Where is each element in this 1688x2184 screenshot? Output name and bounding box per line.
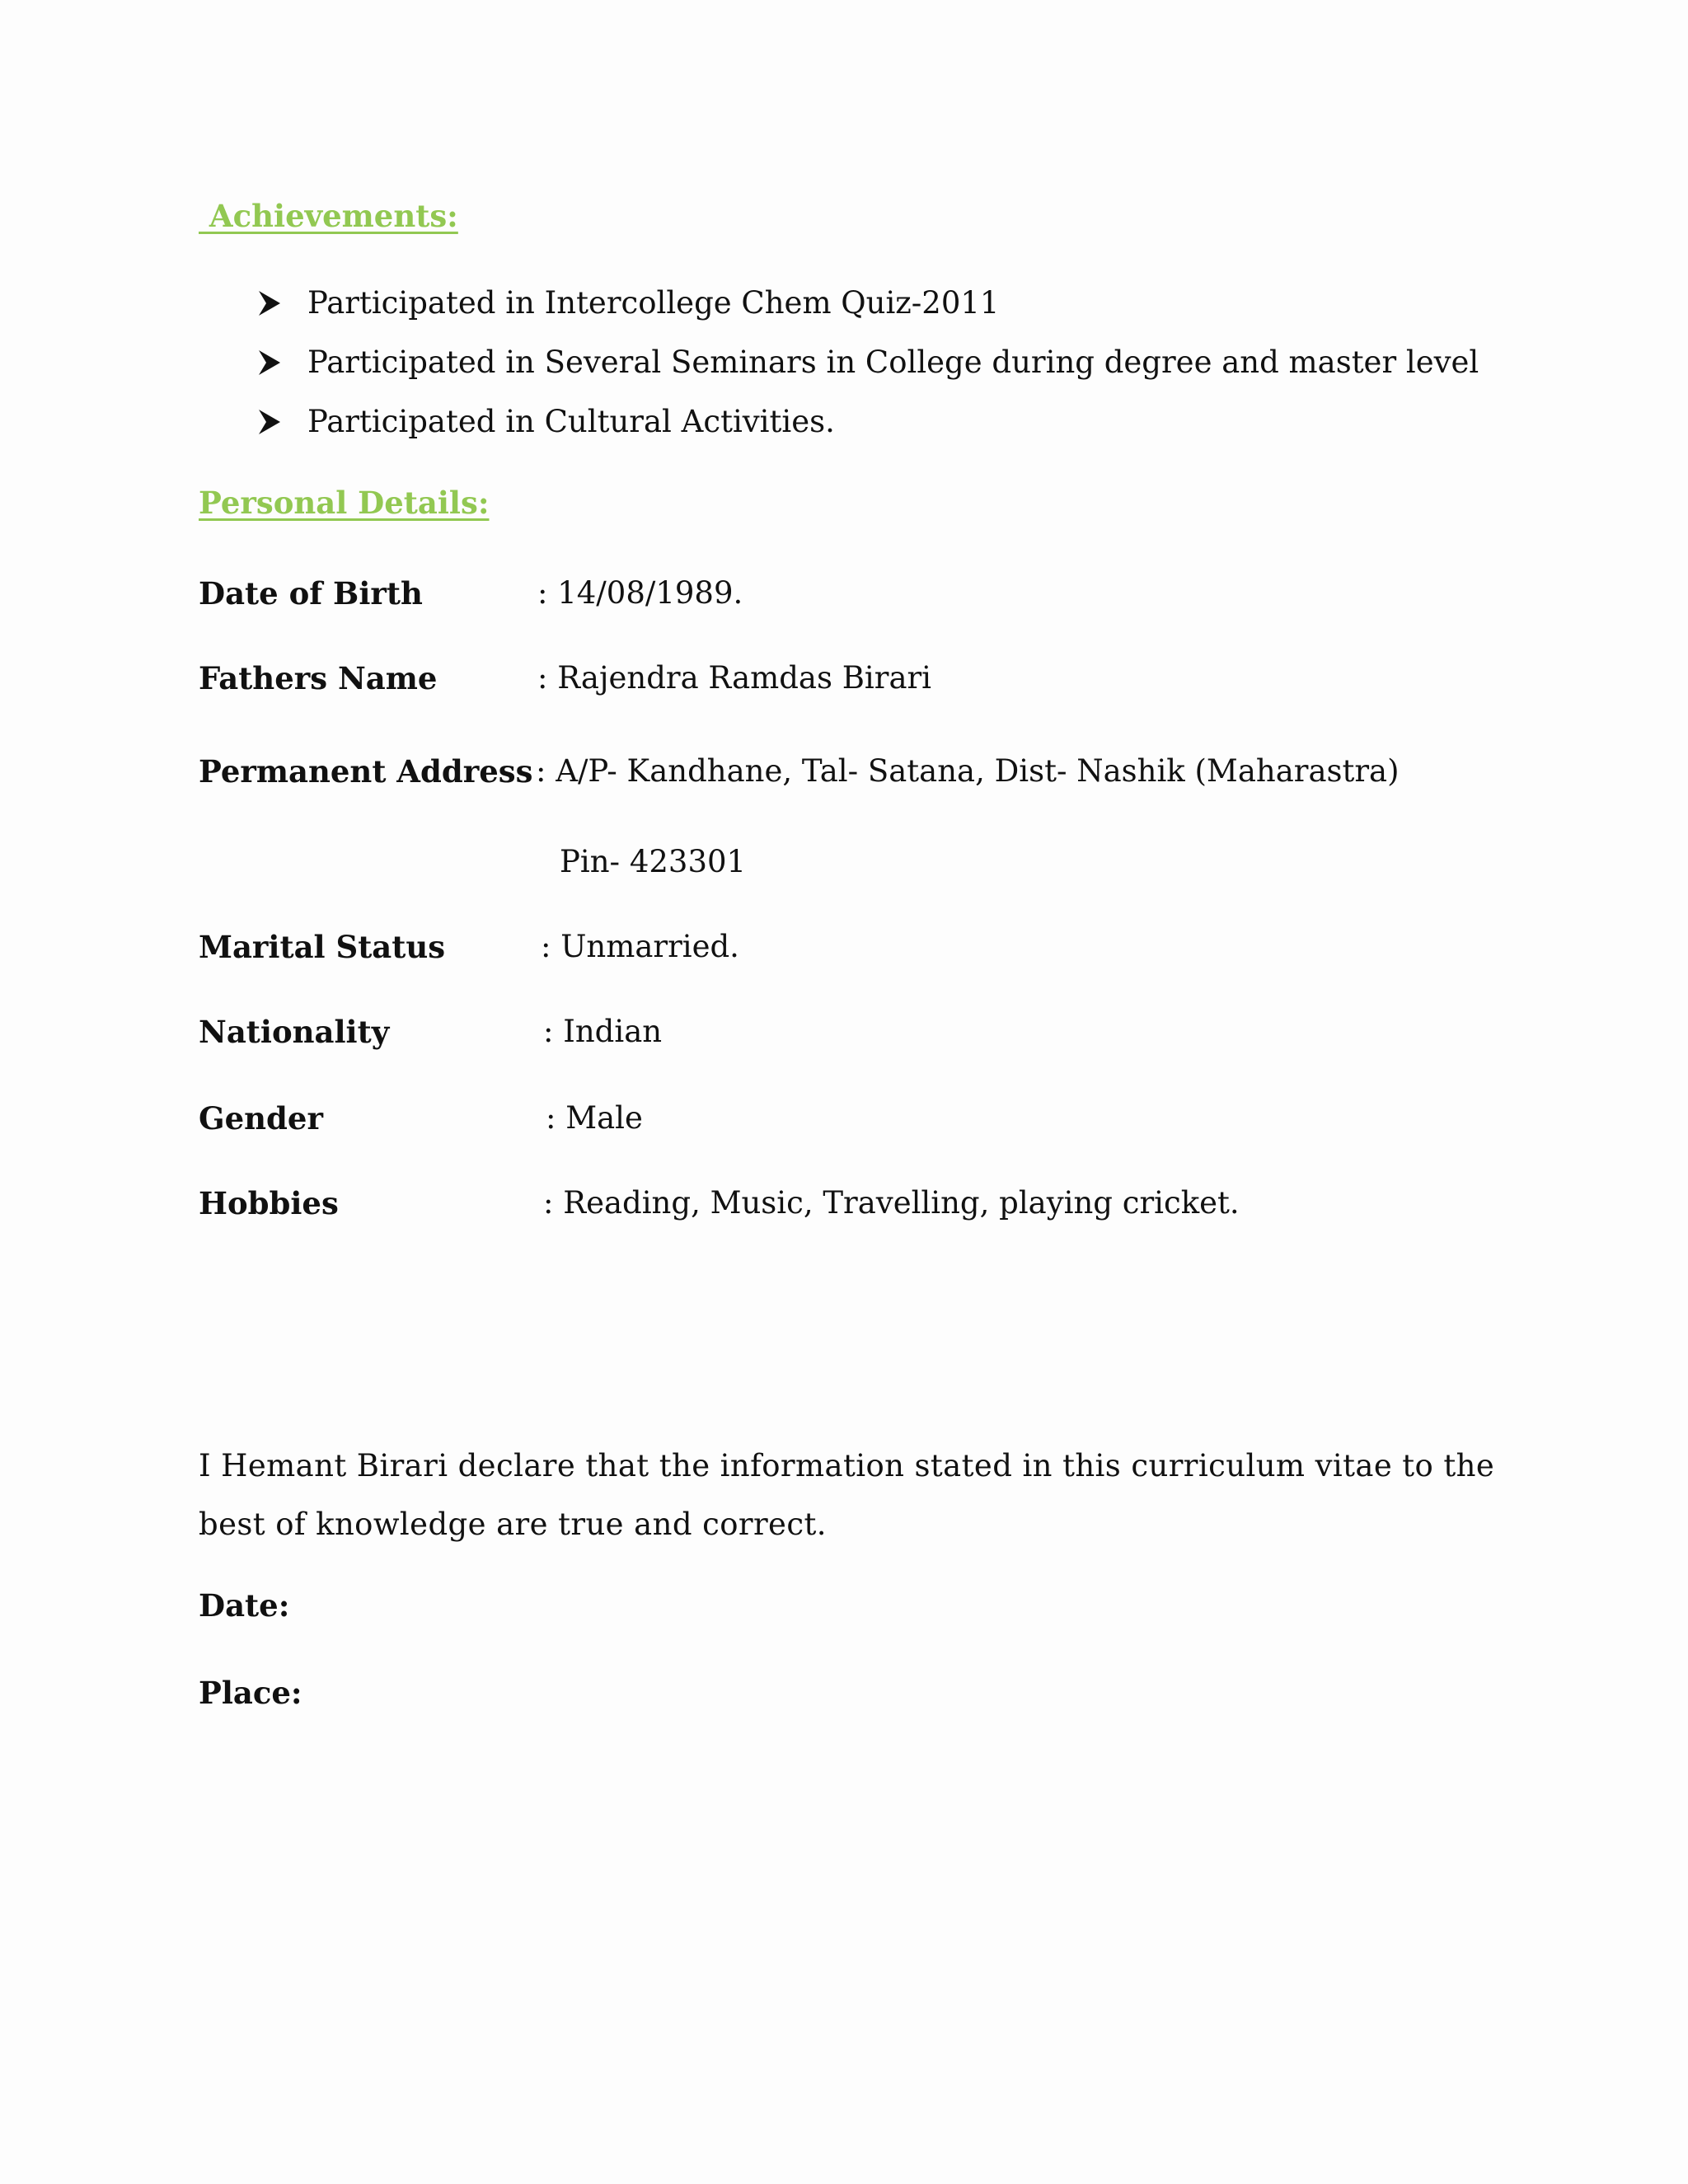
arrowhead-bullet-icon	[258, 408, 281, 436]
detail-row-date-of-birth	[199, 569, 1517, 618]
detail-row-nationality	[199, 1007, 1517, 1057]
detail-value: : Male	[546, 1100, 643, 1136]
achievements-heading: Achievements:	[199, 198, 458, 234]
detail-row-pin	[199, 837, 1517, 887]
detail-row-fathers-name	[199, 654, 1517, 703]
achievement-text: Participated in Intercollege Chem Quiz-2011	[307, 285, 1000, 321]
detail-label: Fathers Name	[199, 660, 438, 696]
arrowhead-bullet-icon	[258, 349, 281, 377]
detail-label: Permanent Address	[199, 753, 533, 790]
detail-label: Date of Birth	[199, 575, 423, 612]
arrowhead-bullet-icon	[258, 289, 281, 317]
detail-label: Marital Status	[199, 929, 446, 965]
detail-row-marital-status	[199, 922, 1517, 972]
detail-value: : Unmarried.	[541, 929, 739, 964]
detail-value: : Rajendra Ramdas Birari	[537, 660, 932, 696]
detail-value: Pin- 423301	[560, 844, 747, 879]
detail-label: Gender	[199, 1100, 323, 1137]
place-label: Place:	[199, 1675, 302, 1711]
detail-row-permanent-address	[199, 747, 1517, 796]
detail-label: Nationality	[199, 1014, 390, 1050]
detail-row-gender	[199, 1094, 1517, 1143]
detail-row-hobbies	[199, 1179, 1517, 1228]
achievement-text: Participated in Cultural Activities.	[307, 404, 835, 439]
detail-label: Hobbies	[199, 1185, 339, 1221]
detail-value: : 14/08/1989.	[537, 575, 743, 611]
achievement-text: Participated in Several Seminars in College during degree and master level	[307, 344, 1479, 380]
declaration-text: I Hemant Birari declare that the information stated in this curriculum vitae to the best of knowledge are true and correct.	[199, 1448, 1495, 1542]
date-label: Date:	[199, 1587, 290, 1624]
personal-details-heading: Personal Details:	[199, 485, 490, 521]
detail-value: : A/P- Kandhane, Tal- Satana, Dist- Nashik (Maharastra)	[536, 753, 1400, 789]
detail-value: : Indian	[543, 1014, 663, 1049]
detail-value: : Reading, Music, Travelling, playing cricket.	[543, 1185, 1240, 1221]
